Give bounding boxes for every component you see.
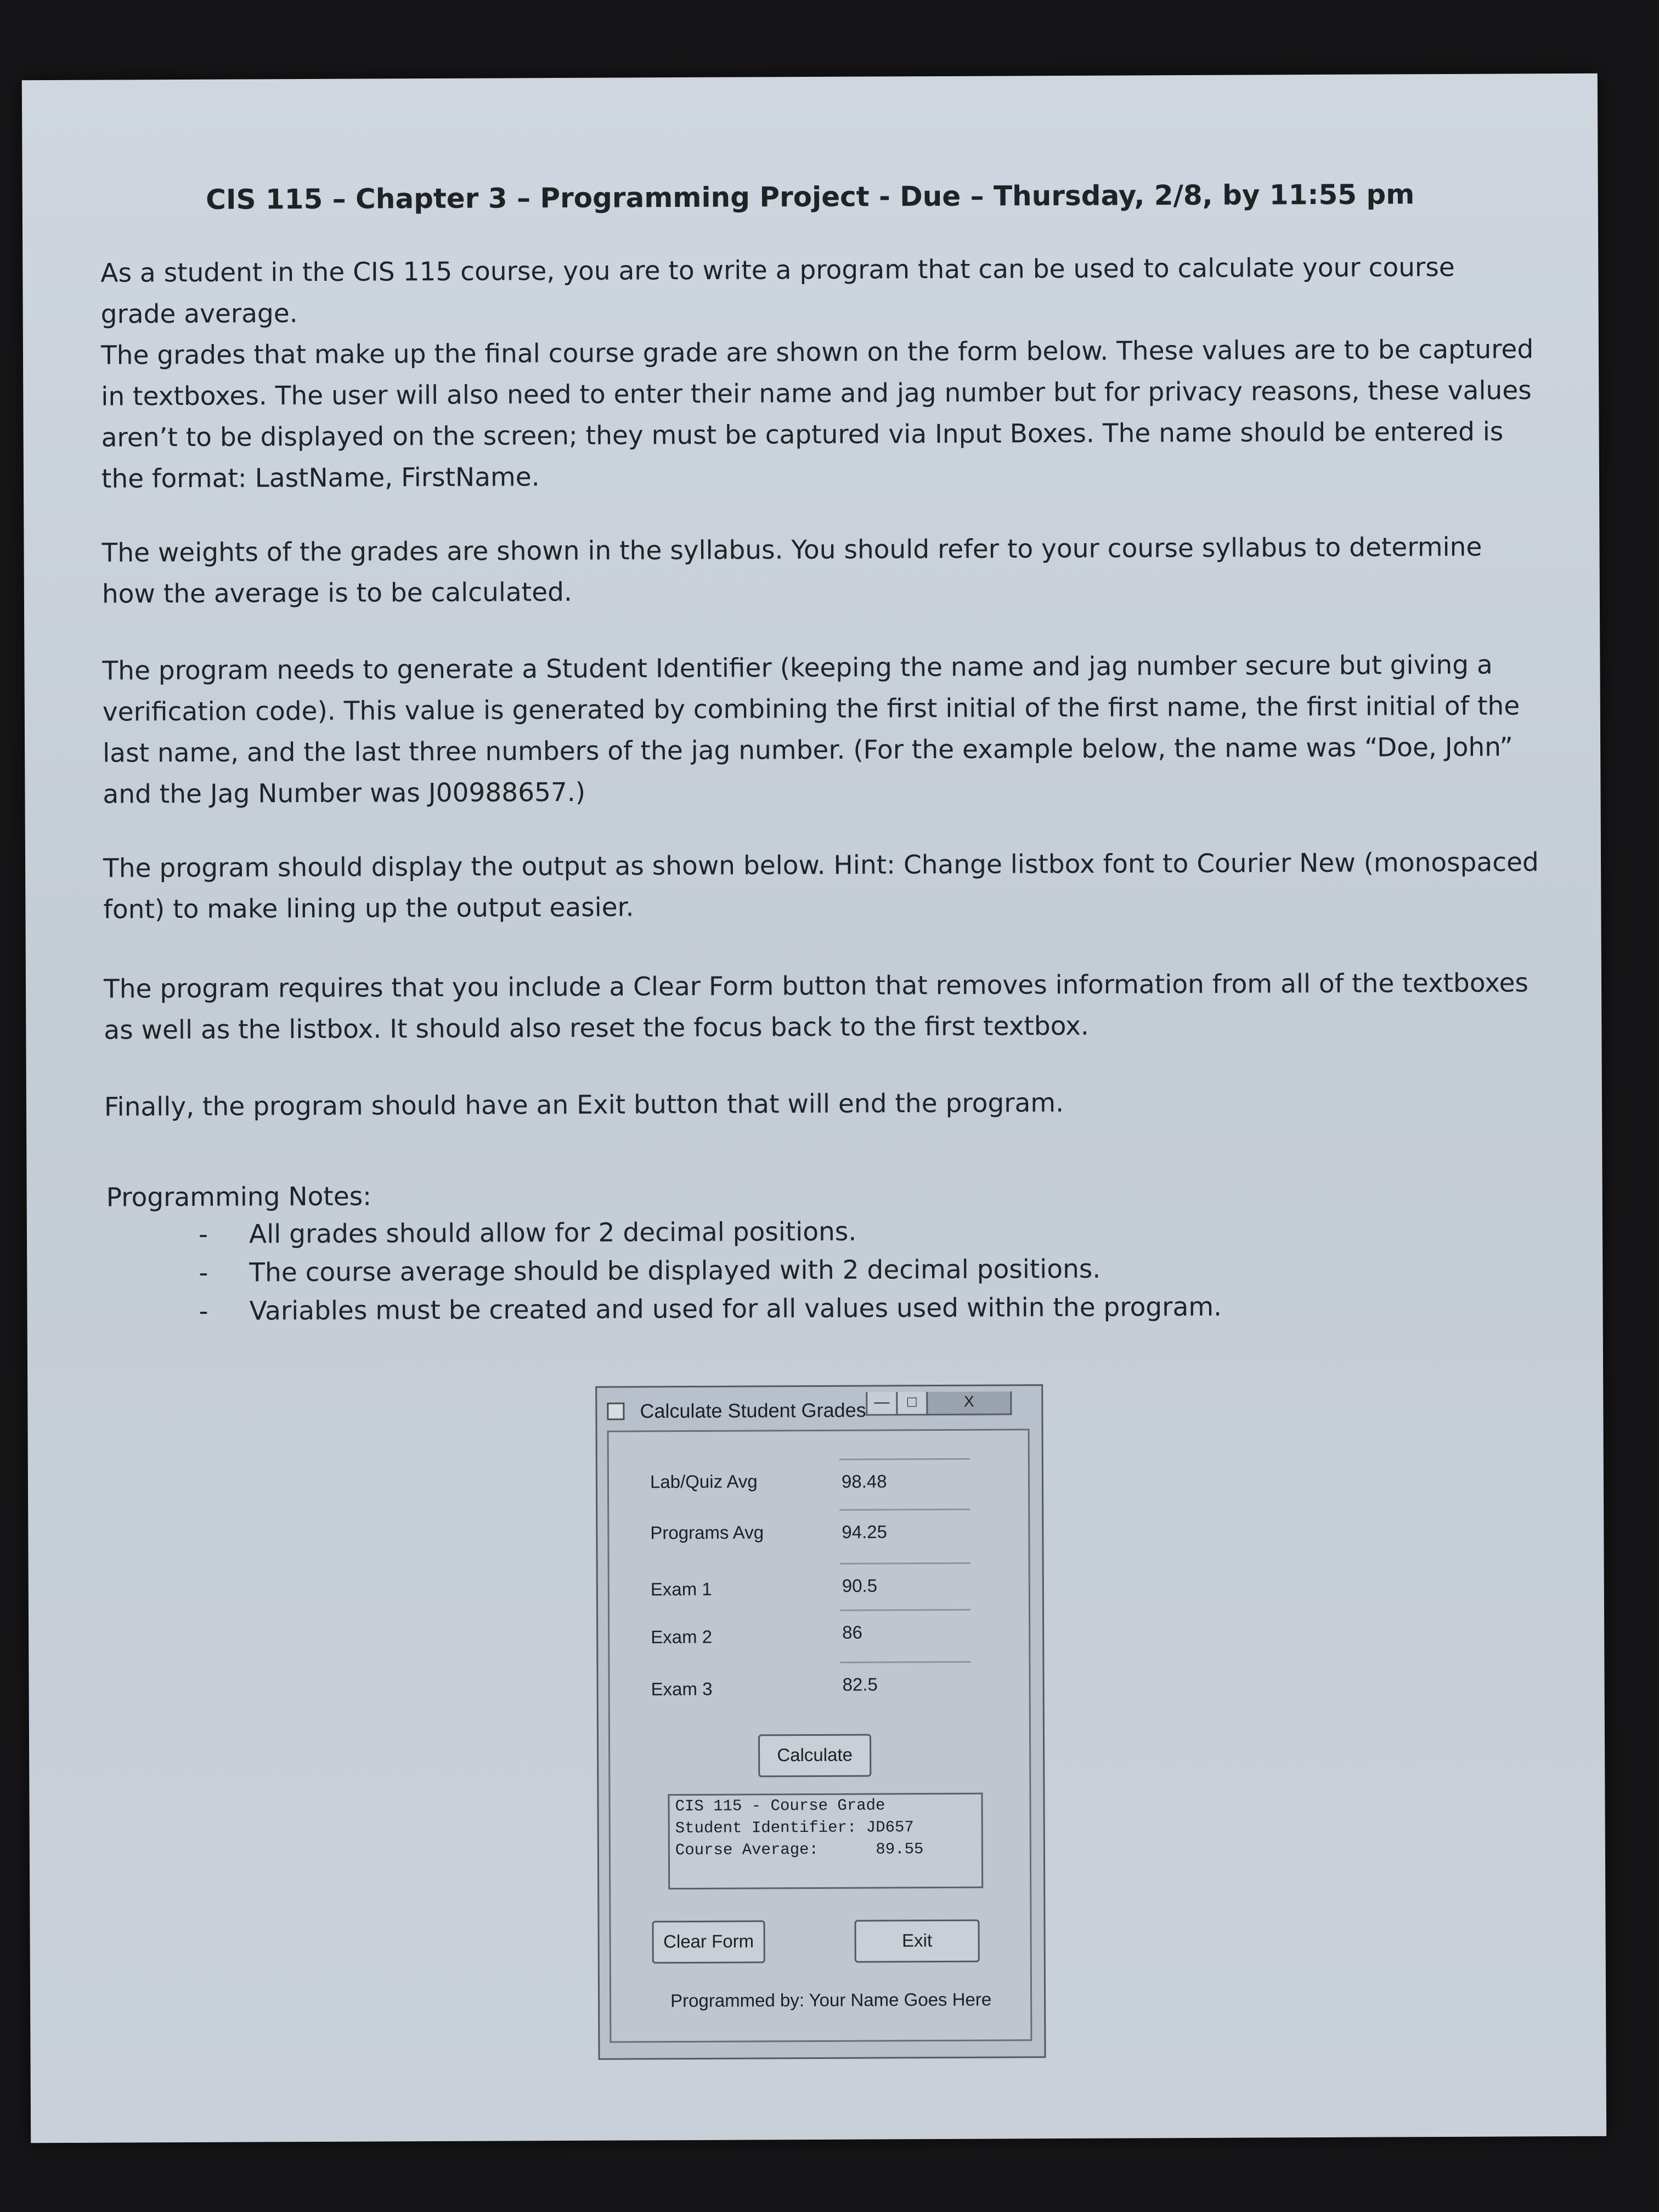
listbox-line: Course Average: 89.55 xyxy=(675,1840,924,1860)
exam1-input[interactable] xyxy=(840,1562,970,1613)
listbox-line: Student Identifier: JD657 xyxy=(675,1818,914,1838)
paragraph-weights: The weights of the grades are shown in the syllabus. You should refer to your course syllabus to determine how the average is to be calculated. xyxy=(101,532,1482,610)
output-listbox[interactable] xyxy=(668,1793,983,1890)
exam3-value: 82.5 xyxy=(842,1674,878,1695)
bullet-dash: - xyxy=(199,1257,208,1288)
calculate-button[interactable]: Calculate xyxy=(758,1734,871,1778)
note-item xyxy=(199,1291,1222,1327)
bullet-dash: - xyxy=(198,1219,208,1250)
paragraph-output: The program should display the output as shown below. Hint: Change listbox font to Courier New (monospaced font) to make lining up the output easier. xyxy=(103,847,1539,925)
paragraph-identifier: The program needs to generate a Student Identifier (keeping the name and jag number secure but giving a verification code). This value is generated by combining the first initial of the first name, the first initial of the last name, and the last three numbers of the jag number. (For the example below, the name was “Doe, John” and the Jag Number was J00988657.) xyxy=(102,650,1520,810)
note-text: Variables must be created and used for all values used within the program. xyxy=(249,1291,1222,1327)
bullet-dash: - xyxy=(199,1296,208,1327)
maximize-icon[interactable]: □ xyxy=(896,1392,928,1415)
exam3-input[interactable] xyxy=(840,1661,970,1712)
paragraph-clear-form: The program requires that you include a Clear Form button that removes information from all of the textboxes as well as the listbox. It should also reset the focus back to the first textbox. xyxy=(103,968,1529,1046)
note-item xyxy=(198,1216,857,1250)
programs-avg-label: Programs Avg xyxy=(650,1522,764,1543)
clear-form-button[interactable]: Clear Form xyxy=(652,1920,765,1963)
minimize-icon[interactable]: — xyxy=(866,1392,898,1415)
notes-heading: Programming Notes: xyxy=(106,1181,372,1213)
exam2-input[interactable] xyxy=(840,1609,970,1660)
exam2-label: Exam 2 xyxy=(651,1626,713,1647)
close-icon[interactable]: X xyxy=(926,1391,1012,1415)
page-title: CIS 115 – Chapter 3 – Programming Project - Due – Thursday, 2/8, by 11:55 pm xyxy=(206,178,1415,216)
exam3-label: Exam 3 xyxy=(651,1678,713,1700)
note-text: The course average should be displayed with 2 decimal positions. xyxy=(249,1254,1101,1288)
window-title: Calculate Student Grades xyxy=(640,1398,866,1423)
paragraph-intro: As a student in the CIS 115 course, you are to write a program that can be used to calculate your course grade average. xyxy=(100,252,1455,330)
lab-quiz-input[interactable] xyxy=(839,1458,970,1509)
exit-button[interactable]: Exit xyxy=(854,1920,979,1963)
programmed-by-label: Programmed by: Your Name Goes Here xyxy=(670,1989,992,2011)
paragraph-grades: The grades that make up the final course grade are shown on the form below. These values are to be captured in textboxes. The user will also need to enter their name and jag number but for privacy reasons, these values aren’t to be displayed on the screen; they must be captured via Input Boxes. The name should be entered is the format: LastName, FirstName. xyxy=(100,334,1534,494)
paragraph-exit: Finally, the program should have an Exit button that will end the program. xyxy=(104,1088,1064,1122)
note-text: All grades should allow for 2 decimal positions. xyxy=(249,1216,857,1250)
lab-quiz-value: 98.48 xyxy=(841,1471,887,1492)
example-form-window xyxy=(595,1384,1046,2060)
listbox-line: CIS 115 - Course Grade xyxy=(675,1796,885,1816)
exam1-label: Exam 1 xyxy=(650,1578,712,1600)
programs-avg-input[interactable] xyxy=(839,1509,970,1559)
form-icon xyxy=(607,1403,624,1420)
form-client-area xyxy=(607,1429,1032,2042)
note-item xyxy=(199,1254,1101,1288)
programs-avg-value: 94.25 xyxy=(842,1521,888,1542)
exam2-value: 86 xyxy=(842,1622,862,1643)
paper-sheet xyxy=(22,74,1606,2143)
lab-quiz-label: Lab/Quiz Avg xyxy=(650,1471,758,1492)
exam1-value: 90.5 xyxy=(842,1575,878,1596)
